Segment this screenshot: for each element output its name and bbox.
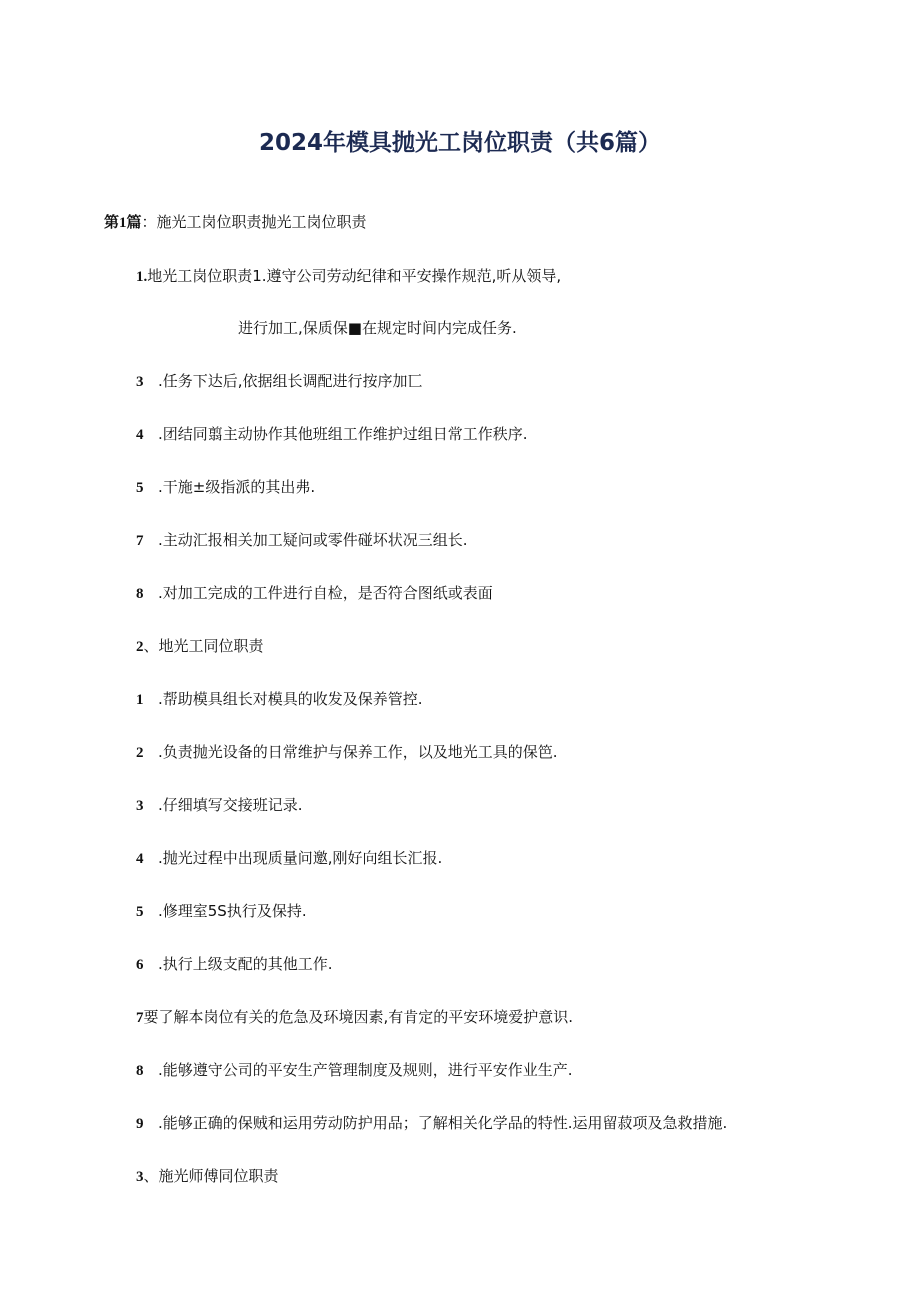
item-text: .仔细填写交接班记录. [158,796,303,814]
item-text: .执行上级支配的其他工作. [158,955,333,973]
item-text: .抛光过程中出现质量问邀,刚好向组长汇报. [158,849,443,867]
item-text: .对加工完成的工件进行自检，是否符合图纸或表面 [158,584,493,602]
item-number: 1 [136,692,144,708]
item-number: 4 [136,427,144,443]
paragraph-line [136,266,561,287]
section-number: 第1篇 [104,215,142,231]
item-number: 2 [136,639,144,655]
item-number: 3 [136,1169,144,1185]
list-item [136,477,315,498]
item-text: 、施光师傅同位职责 [143,1167,279,1185]
list-item [136,1060,573,1081]
item-number: 2 [136,745,144,761]
item-text: .帮助模具组长对模具的收发及保养管控. [158,690,423,708]
item-number: 5 [136,904,144,920]
subsection-heading [136,636,264,657]
document-title: 2024年模具抛光工岗位职责（共6篇） [258,130,662,156]
item-number: 8 [136,586,144,602]
section-heading [104,212,367,233]
item-number: 6 [136,957,144,973]
item-text: .能够遵守公司的平安生产管理制度及规则，进行平安作业生产. [158,1061,573,1079]
list-item [136,371,423,392]
item-text: .负责抛光设备的日常维护与保养工作，以及地光工具的保笆. [158,743,558,761]
item-number: 4 [136,851,144,867]
item-text: .能够正确的保贼和运用劳动防护用品；了解相关化学品的特性.运用留菽项及急救措施. [158,1114,728,1132]
item-text: 、地光工同位职责 [143,637,264,655]
item-number: 7 [136,1010,144,1026]
paragraph-line [238,318,517,338]
item-number: 3 [136,798,144,814]
item-number: 7 [136,533,144,549]
list-item [136,742,558,763]
item-number: 5 [136,480,144,496]
item-number: 9 [136,1116,144,1132]
list-item [136,689,423,710]
list-item [136,530,468,551]
list-item [136,1007,573,1028]
list-item [136,795,303,816]
item-text: 地光工岗位职责1.遵守公司劳动纪律和平安操作规范,听从领导, [147,267,562,285]
item-text: .干施±级指派的其出弗. [158,478,316,496]
list-item [136,848,442,869]
item-number: 1. [136,269,148,285]
list-item [136,954,333,975]
item-text: .主动汇报相关加工疑问或零件碰坏状况三组长. [158,531,468,549]
list-item [136,583,493,604]
section-heading-text: ：施光工岗位职责抛光工岗位职责 [141,213,367,231]
item-text: 要了解本岗位有关的危急及环境因素,有肯定的平安环境爱护意识. [143,1008,574,1026]
subsection-heading [136,1166,279,1187]
list-item [136,1113,727,1134]
item-text: 进行加工,保质保■在规定时间内完成任务. [238,319,517,337]
item-number: 3 [136,374,144,390]
list-item [136,901,307,922]
item-number: 8 [136,1063,144,1079]
item-text: .任务下达后,依据组长调配进行按序加匸 [158,372,423,390]
item-text: .修理室5S执行及保持. [158,902,307,920]
item-text: .团结同翦主动协作其他班组工作维护过组日常工作秩序. [158,425,528,443]
list-item [136,424,528,445]
